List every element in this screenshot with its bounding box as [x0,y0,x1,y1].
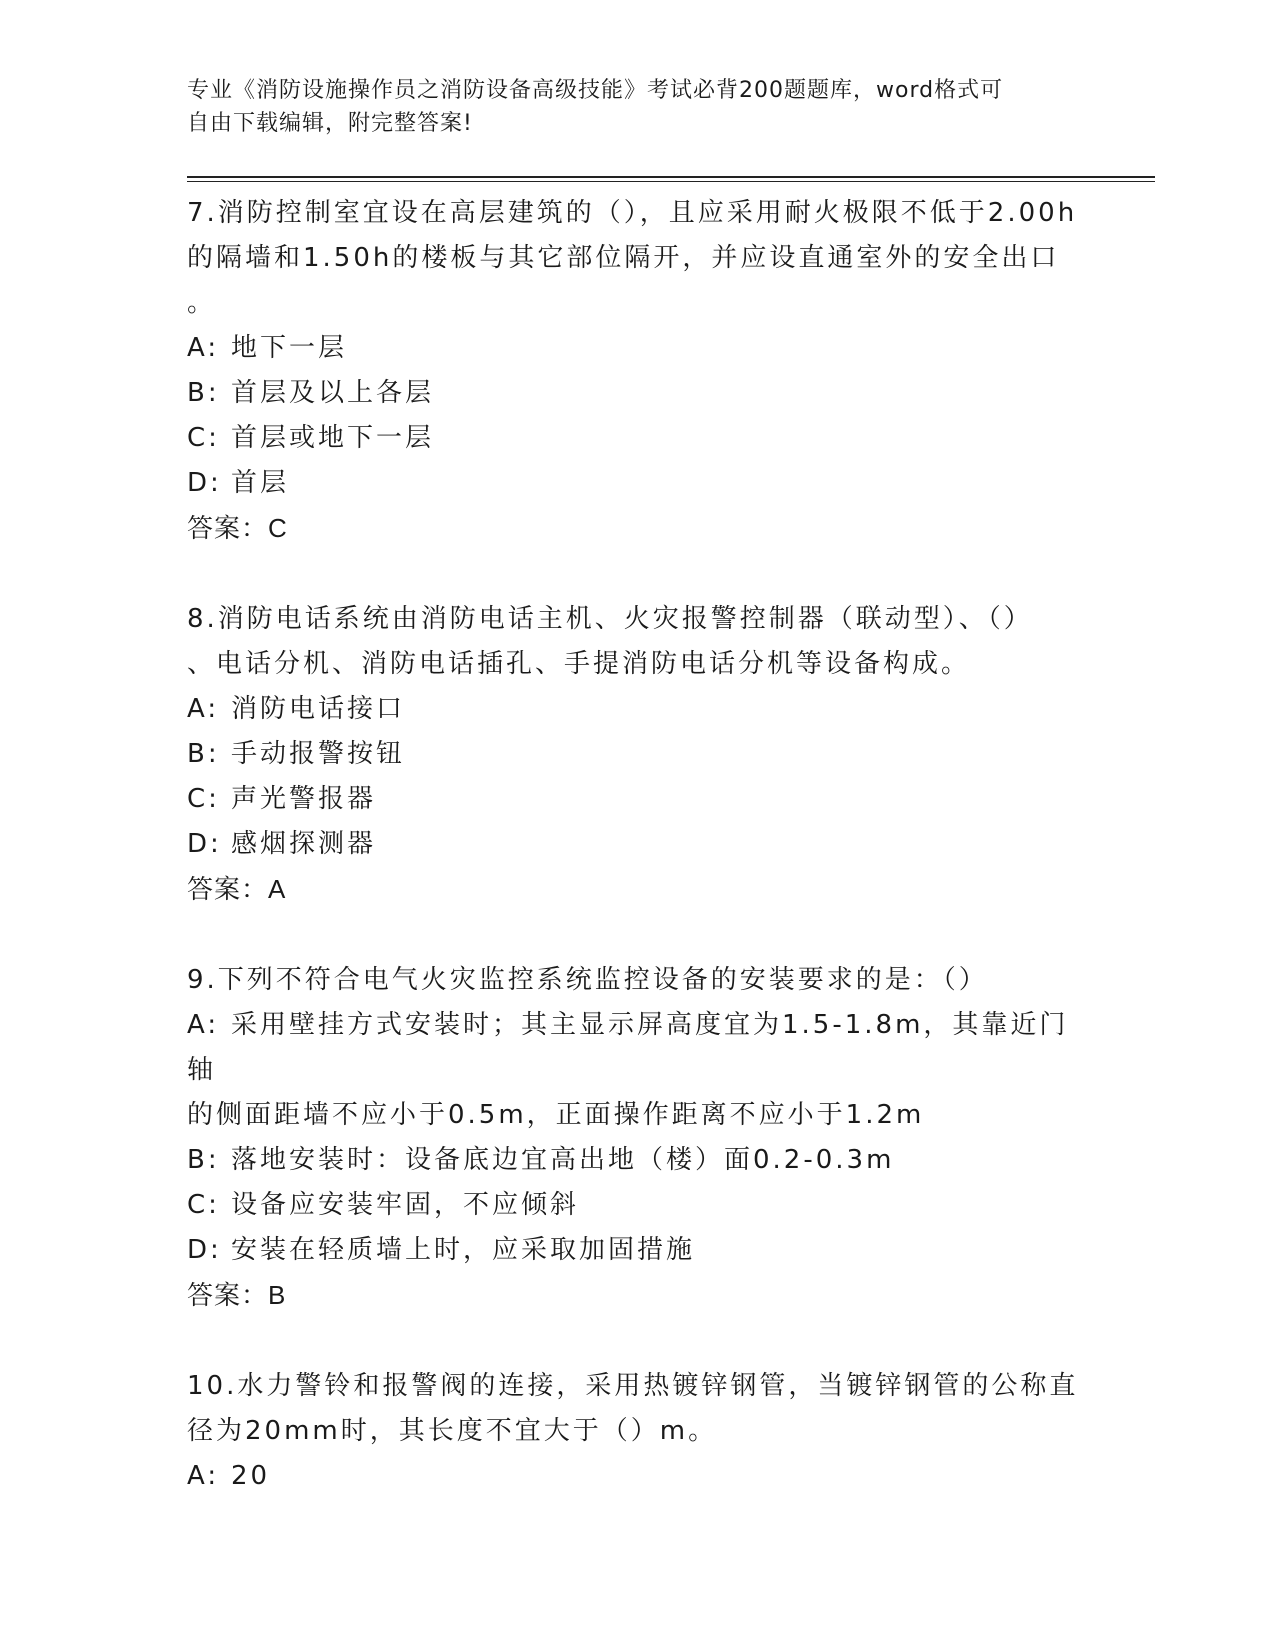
option-text: 首层 [231,468,290,498]
question-7 [187,191,1087,552]
option-text: 地下一层 [231,333,348,363]
option-c [187,416,1087,461]
answer-line [187,506,1087,552]
question-list [187,191,1087,1544]
question-stem-line: 。 [187,288,217,318]
option-key: C: [187,784,220,814]
answer-value: B [268,1280,287,1310]
option-text: 设备应安装牢固，不应倾斜 [231,1190,580,1220]
option-text: 感烟探测器 [231,829,377,859]
header-line-2: 自由下载编辑，附完整答案! [187,111,473,136]
header-divider-thin [187,181,1155,182]
question-stem-line: 径为20mm时，其长度不宜大于（）m。 [187,1416,718,1446]
option-key: A: [187,1010,220,1040]
option-key: A: [187,1461,220,1491]
answer-label: 答案： [187,514,269,544]
option-b [187,371,1087,416]
question-9 [187,958,1087,1319]
question-stem-line: 10.水力警铃和报警阀的连接，采用热镀锌钢管，当镀锌钢管的公称直 [187,1371,1079,1401]
answer-value: C [268,513,288,543]
option-text: 手动报警按钮 [231,739,406,769]
option-text: 20 [231,1461,271,1491]
document-header [187,74,1067,140]
header-line-1: 专业《消防设施操作员之消防设备高级技能》考试必背200题题库，word格式可 [187,78,1004,103]
option-text: 消防电话接口 [231,694,406,724]
option-key: D: [187,1235,222,1265]
question-stem-line: 、电话分机、消防电话插孔、手提消防电话分机等设备构成。 [187,649,971,679]
option-c [187,777,1087,822]
option-d [187,461,1087,506]
option-key: A: [187,333,220,363]
question-8 [187,597,1087,913]
option-a [187,1454,1087,1499]
question-stem-line: 7.消防控制室宜设在高层建筑的（），且应采用耐火极限不低于2.00h [187,198,1078,228]
question-stem-line: 8.消防电话系统由消防电话主机、火灾报警控制器（联动型）、（） [187,604,1033,634]
option-c [187,1183,1087,1228]
option-key: A: [187,694,220,724]
option-key: D: [187,468,222,498]
option-text: 落地安装时：设备底边宜高出地（楼）面0.2-0.3m [231,1145,895,1175]
option-a-continuation: 的侧面距墙不应小于0.5m，正面操作距离不应小于1.2m [187,1100,925,1130]
option-key: D: [187,829,222,859]
option-b [187,732,1087,777]
option-key: B: [187,378,220,408]
option-a [187,326,1087,371]
option-text: 采用壁挂方式安装时；其主显示屏高度宜为1.5-1.8m，其靠近门轴 [187,1010,1069,1085]
option-text: 首层及以上各层 [231,378,435,408]
option-a [187,687,1087,732]
header-divider-thick [187,176,1155,178]
answer-line [187,867,1087,913]
option-text: 安装在轻质墙上时，应采取加固措施 [231,1235,696,1265]
option-d [187,822,1087,867]
option-key: B: [187,739,220,769]
option-key: B: [187,1145,220,1175]
option-key: C: [187,423,220,453]
answer-value: A [268,874,287,904]
option-d [187,1228,1087,1273]
answer-label: 答案： [187,1281,269,1311]
option-key: C: [187,1190,220,1220]
question-stem-line: 9.下列不符合电气火灾监控系统监控设备的安装要求的是：（） [187,965,988,995]
question-10 [187,1364,1087,1499]
option-a [187,1003,1087,1093]
option-text: 声光警报器 [231,784,377,814]
option-text: 首层或地下一层 [231,423,435,453]
option-b [187,1138,1087,1183]
question-stem-line: 的隔墙和1.50h的楼板与其它部位隔开，并应设直通室外的安全出口 [187,243,1060,273]
answer-line [187,1273,1087,1319]
answer-label: 答案： [187,875,269,905]
